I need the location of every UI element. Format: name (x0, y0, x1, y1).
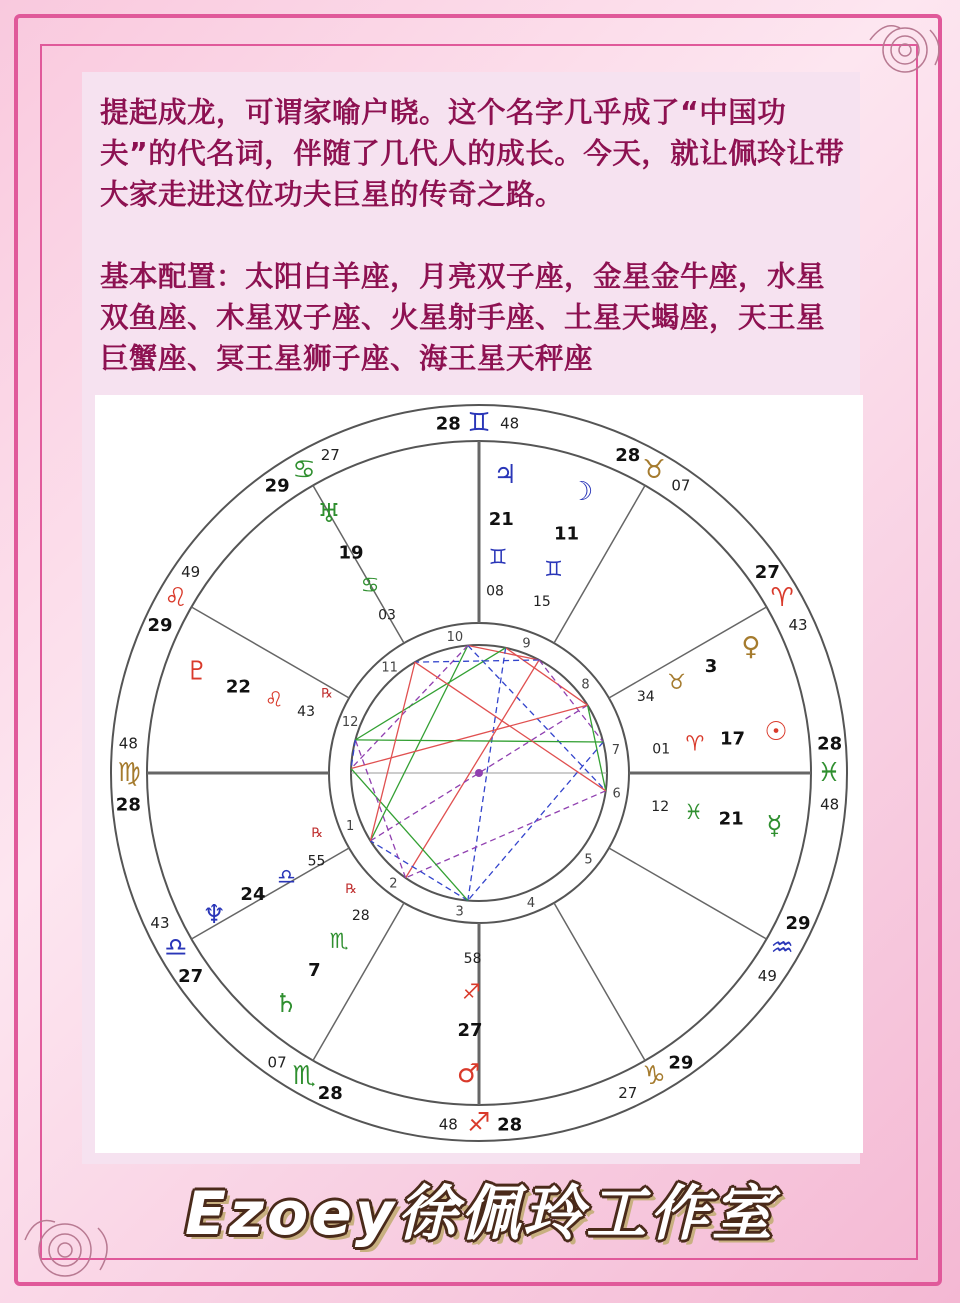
planet-minutes: 03 (378, 607, 396, 624)
planet-degree: 3 (704, 655, 718, 677)
planet-sign-glyph: ♈ (685, 731, 705, 756)
planet-glyph: ♅ (317, 499, 341, 530)
planet-glyph: ♄ (274, 988, 298, 1019)
planet-minutes: 34 (636, 689, 655, 706)
aspect-line (351, 705, 587, 768)
cusp-degree: 27 (178, 965, 204, 987)
cusp-minutes: 49 (757, 966, 777, 985)
retrograde-mark: ℞ (311, 825, 324, 841)
planet-sign-glyph: ♌ (264, 687, 284, 712)
planet-degree: 19 (338, 542, 364, 564)
cusp-degree: 29 (264, 475, 290, 497)
planet-minutes: 15 (533, 594, 551, 611)
cusp-minutes: 27 (618, 1084, 638, 1103)
house-number: 7 (611, 742, 621, 758)
cusp-sign-glyph: ♐ (467, 1108, 491, 1138)
house-cusp-line (554, 903, 645, 1061)
cusp-minutes: 48 (118, 734, 138, 753)
house-cusp-line (191, 607, 349, 698)
cusp-sign-glyph: ♑ (642, 1061, 666, 1092)
house-number: 5 (584, 852, 593, 868)
planet-degree: 24 (240, 884, 266, 906)
natal-chart (95, 395, 863, 1153)
planet-degree: 22 (225, 676, 251, 698)
cusp-sign-glyph: ♊ (467, 408, 491, 438)
planet-minutes: 08 (486, 583, 504, 600)
planet-minutes: 55 (307, 853, 326, 870)
aspect-line (468, 648, 506, 901)
house-number: 4 (526, 895, 536, 911)
planet-sign-glyph: ♐ (461, 979, 481, 1004)
planet-degree: 11 (554, 523, 580, 545)
chart-center-dot (475, 769, 483, 777)
house-number: 9 (522, 636, 531, 652)
aspect-line (370, 841, 467, 901)
cusp-sign-glyph: ♌ (164, 583, 188, 613)
planet-sign-glyph: ♋ (360, 573, 380, 598)
house-number: 8 (581, 677, 590, 693)
house-number: 3 (455, 904, 464, 920)
configuration-paragraph: 基本配置：太阳白羊座，月亮双子座，金星金牛座，水星双鱼座、木星双子座、火星射手座、土星天蝎座，天王星巨蟹座、冥王星狮子座、海王星天秤座 (100, 260, 826, 375)
cusp-sign-glyph: ♋ (292, 454, 316, 485)
intro-paragraph: 提起成龙，可谓家喻户晓。这个名字几乎成了“中国功夫”的代名词，伴随了几代人的成长。今天，就让佩玲让带大家走进这位功夫巨星的传奇之路。 (100, 96, 845, 211)
planet-glyph: ♀ (741, 632, 761, 663)
cusp-degree: 28 (497, 1114, 523, 1136)
planet-glyph: ♂ (456, 1058, 481, 1089)
cusp-minutes: 48 (820, 795, 840, 814)
planet-minutes: 12 (651, 798, 670, 815)
aspect-line (355, 740, 603, 742)
cusp-minutes: 48 (438, 1115, 458, 1134)
cusp-sign-glyph: ♍ (117, 758, 141, 788)
planet-glyph: ♃ (493, 460, 517, 491)
planet-degree: 17 (719, 728, 746, 750)
planet-sign-glyph: ♏ (329, 928, 349, 953)
planet-minutes: 43 (297, 704, 316, 721)
planet-sign-glyph: ♎ (277, 864, 296, 889)
planet-sign-glyph: ♊ (544, 557, 563, 582)
house-cusp-line (313, 903, 404, 1061)
planet-glyph: ☽ (569, 477, 594, 508)
cusp-sign-glyph: ♉ (642, 454, 666, 485)
cusp-sign-glyph: ♈ (770, 583, 794, 613)
planet-sign-glyph: ♓ (684, 799, 704, 824)
cusp-minutes: 07 (671, 476, 691, 495)
planet-degree: 21 (488, 508, 514, 530)
cusp-minutes: 49 (181, 563, 201, 582)
cusp-degree: 28 (435, 413, 461, 435)
cusp-sign-glyph: ♏ (292, 1061, 316, 1092)
cusp-degree: 27 (754, 562, 780, 584)
retrograde-mark: ℞ (321, 686, 333, 702)
cusp-minutes: 07 (267, 1053, 287, 1072)
cusp-degree: 28 (317, 1083, 343, 1105)
aspect-line (468, 742, 603, 900)
rose-decoration-top-right (850, 10, 950, 90)
cusp-sign-glyph: ♎ (164, 933, 188, 963)
planet-degree: 7 (308, 960, 321, 982)
planet-glyph: ☉ (764, 717, 788, 748)
aspect-line (406, 660, 540, 878)
aspect-line (370, 662, 415, 841)
house-number: 10 (446, 630, 464, 646)
cusp-sign-glyph: ♓ (817, 758, 841, 788)
planet-degree: 27 (457, 1019, 483, 1041)
planet-degree: 21 (718, 808, 744, 830)
planet-glyph: ☿ (766, 811, 783, 842)
cusp-degree: 29 (147, 615, 173, 637)
cusp-minutes: 43 (150, 913, 170, 932)
cusp-degree: 28 (615, 444, 641, 466)
aspect-line (506, 648, 588, 705)
house-number: 2 (389, 876, 398, 892)
cusp-degree: 28 (115, 794, 141, 816)
house-number: 11 (381, 660, 398, 676)
house-cusp-line (609, 848, 767, 939)
planet-minutes: 58 (463, 950, 482, 967)
cusp-degree: 29 (668, 1052, 694, 1074)
planet-sign-glyph: ♉ (667, 669, 686, 694)
planet-minutes: 28 (351, 907, 370, 924)
cusp-sign-glyph: ♒ (770, 933, 794, 963)
cusp-minutes: 27 (320, 445, 340, 464)
cusp-degree: 28 (817, 733, 843, 755)
planet-glyph: ♇ (185, 656, 209, 687)
natal-chart-svg (95, 395, 863, 1153)
studio-title: Ezoey徐佩玲工作室 (185, 1179, 775, 1249)
cusp-minutes: 43 (788, 616, 808, 635)
aspect-line (415, 660, 539, 662)
house-cusp-line (554, 485, 645, 643)
aspect-line (588, 705, 606, 791)
planet-glyph: ♆ (202, 899, 226, 930)
planet-sign-glyph: ♊ (488, 544, 508, 569)
cusp-minutes: 48 (500, 414, 520, 433)
planet-minutes: 01 (652, 741, 671, 758)
house-number: 6 (612, 786, 621, 802)
house-number: 12 (341, 714, 359, 730)
cusp-degree: 29 (785, 912, 811, 934)
house-number: 1 (345, 819, 355, 835)
aspect-line (415, 662, 606, 791)
retrograde-mark: ℞ (345, 882, 358, 898)
